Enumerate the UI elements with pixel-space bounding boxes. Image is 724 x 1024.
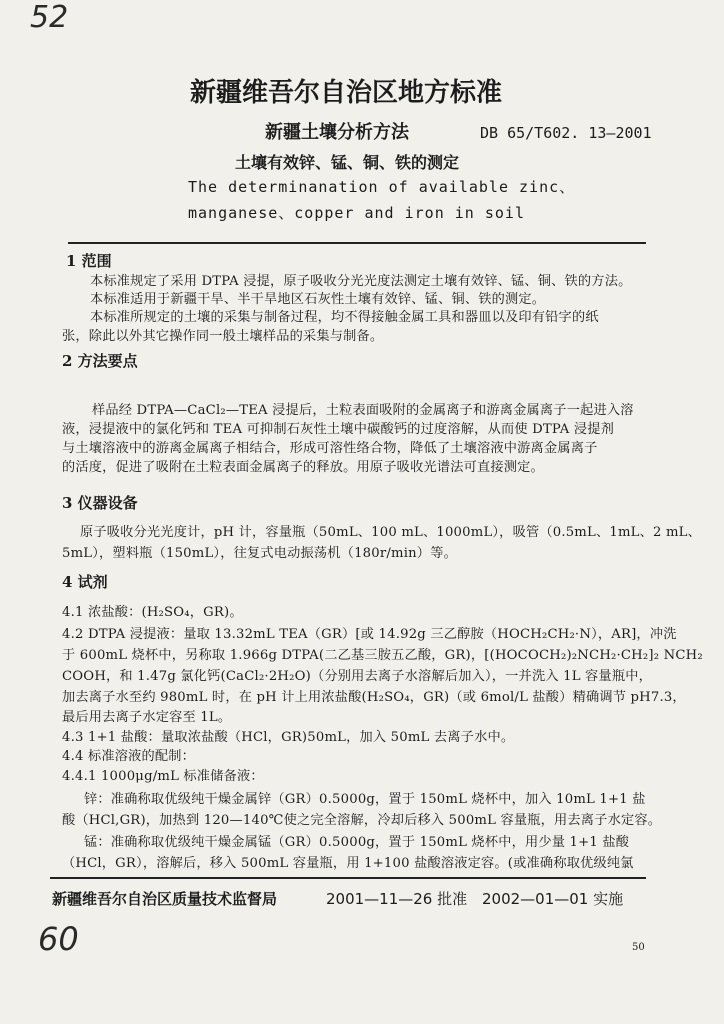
document-topic: 土壤有效锌、锰、铜、铁的测定 — [235, 153, 460, 172]
standard-code: DB 65/T602. 13—2001 — [480, 124, 652, 142]
page-number: 50 — [632, 942, 645, 953]
section-4-heading: 4 试剂 — [62, 573, 108, 591]
section-1-heading: 1 范围 — [66, 252, 112, 270]
section-1-paragraph-3a: 本标准所规定的土壤的采集与制备过程，均不得接触金属工具和器皿以及印有铅字的纸 — [90, 310, 599, 325]
document-subtitle: 新疆土壤分析方法 — [265, 122, 409, 143]
section-3-line-1: 原子吸收分光光度计，pH 计，容量瓶（50mL、100 mL、1000mL），吸管（0.5mL、1mL、2 mL、 — [80, 525, 702, 540]
clause-4-2-line-1: 4.2 DTPA 浸提液：量取 13.32mL TEA（GR）[或 14.92g 三乙醇胺（HOCH₂CH₂·N），AR]，冲洗 — [62, 627, 677, 642]
section-2-line-3: 与土壤溶液中的游离金属离子相结合，形成可溶性络合物，降低了土壤溶液中游离金属离子 — [62, 441, 598, 456]
clause-4-2-line-3: COOH，和 1.47g 氯化钙(CaCl₂·2H₂O)（分别用去离子水溶解后加入），一并洗入 1L 容量瓶中， — [62, 669, 652, 684]
clause-4-4-1: 4.4.1 1000μg/mL 标准储备液： — [62, 769, 264, 784]
manganese-line-2: （HCl，GR），溶解后，移入 500mL 容量瓶，用 1+100 盐酸溶液定容。(或准确称取优级纯氯 — [62, 856, 634, 871]
header-divider — [68, 242, 646, 244]
issuing-authority: 新疆维吾尔自治区质量技术监督局 — [52, 890, 278, 908]
section-2-line-4: 的活度，促进了吸附在土粒表面金属离子的释放。用原子吸收光谱法可直接测定。 — [62, 460, 544, 475]
english-title-line-2: manganese、copper and iron in soil — [188, 204, 525, 222]
clause-4-2-line-2: 于 600mL 烧杯中，另称取 1.966g DTPA(二乙基三胺五乙酸，GR)，[(HOCOCH₂)₂NCH₂·CH₂]₂ NCH₂ — [62, 648, 703, 663]
zinc-line-1: 锌：准确称取优级纯干燥金属锌（GR）0.5000g，置于 150mL 烧杯中，加入 10mL 1+1 盐 — [84, 792, 646, 807]
document-title: 新疆维吾尔自治区地方标准 — [190, 78, 503, 108]
effective-date: 2002—01—01 实施 — [482, 890, 624, 908]
section-1-paragraph-1: 本标准规定了采用 DTPA 浸提，原子吸收分光光度法测定土壤有效锌、锰、铜、铁的方法。 — [90, 274, 632, 289]
english-title-line-1: The determinanation of available zinc、 — [188, 178, 576, 196]
zinc-line-2: 酸（HCl,GR)，加热到 120—140℃使之完全溶解，冷却后移入 500mL 容量瓶，用去离子水定容。 — [62, 813, 662, 828]
clause-4-2-line-5: 最后用去离子水定容至 1L。 — [62, 710, 232, 725]
section-2-heading: 2 方法要点 — [62, 352, 138, 370]
section-3-heading: 3 仪器设备 — [62, 494, 138, 512]
clause-4-3: 4.3 1+1 盐酸：量取浓盐酸（HCl，GR)50mL，加入 50mL 去离子水中。 — [62, 730, 515, 745]
clause-4-2-line-4: 加去离子水至约 980mL 时，在 pH 计上用浓盐酸(H₂SO₄，GR)（或 6mol/L 盐酸）精确调节 pH7.3， — [62, 690, 686, 705]
manganese-line-1: 锰：准确称取优级纯干燥金属锰（GR）0.5000g，置于 150mL 烧杯中，用少量 1+1 盐酸 — [84, 835, 630, 850]
clause-4-4: 4.4 标准溶液的配制： — [62, 749, 196, 764]
approval-date: 2001—11—26 批准 — [326, 890, 468, 908]
section-1-paragraph-2: 本标准适用于新疆干旱、半干旱地区石灰性土壤有效锌、锰、铜、铁的测定。 — [90, 292, 546, 307]
section-2-line-2: 液，浸提液中的氯化钙和 TEA 可抑制石灰性土壤中碳酸钙的过度溶解，从而使 DTPA 浸提剂 — [62, 422, 615, 437]
footer-divider — [50, 877, 646, 879]
clause-4-1: 4.1 浓盐酸：(H₂SO₄，GR)。 — [62, 605, 243, 620]
handwritten-top-mark: 52 — [30, 0, 69, 35]
section-2-line-1: 样品经 DTPA—CaCl₂—TEA 浸提后，土粒表面吸附的金属离子和游离金属离子一起进入溶 — [92, 403, 634, 418]
section-3-line-2: 5mL），塑料瓶（150mL），往复式电动振荡机（180r/min）等。 — [62, 546, 457, 561]
section-1-paragraph-3b: 张，除此以外其它操作同一般土壤样品的采集与制备。 — [62, 329, 384, 344]
handwritten-bottom-mark: 60 — [38, 920, 79, 958]
